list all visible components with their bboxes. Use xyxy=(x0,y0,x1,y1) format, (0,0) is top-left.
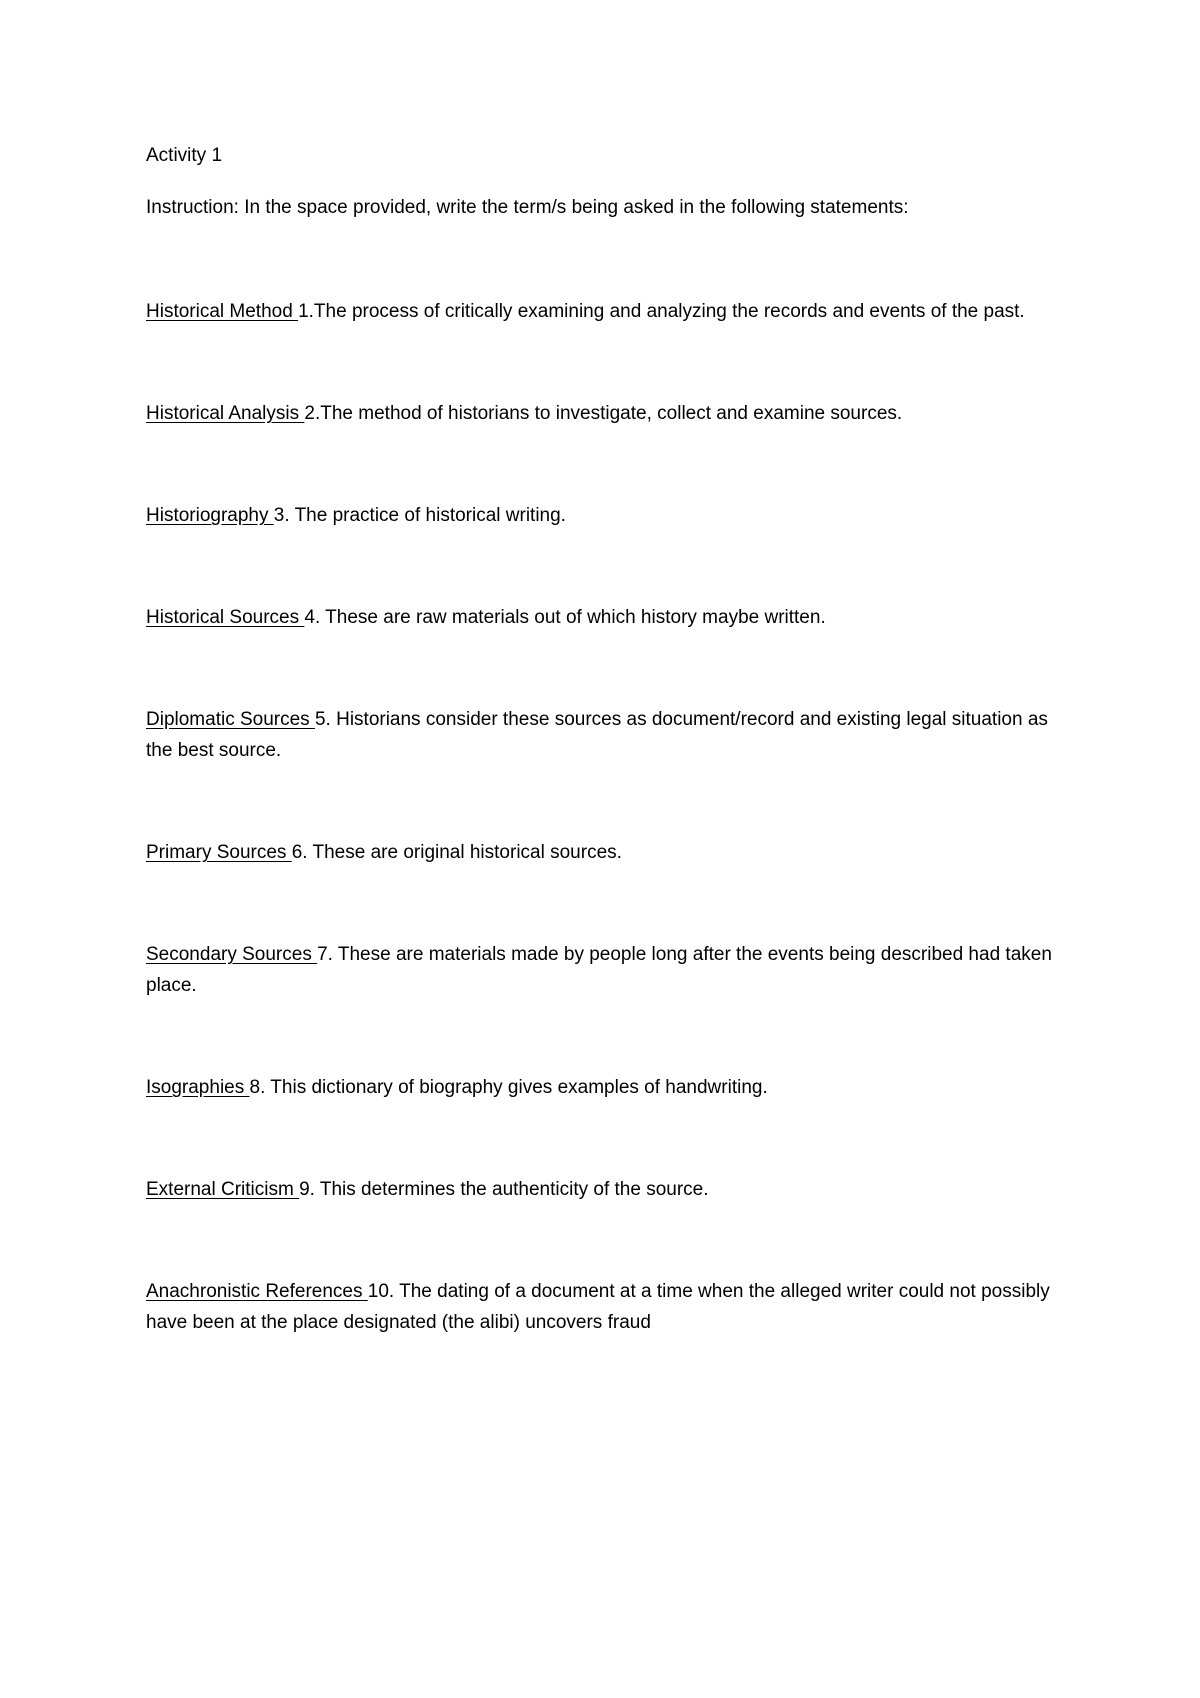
item-number: 4. xyxy=(304,607,321,628)
question-item-7 xyxy=(146,939,1066,1001)
question-list xyxy=(146,296,1066,1338)
question-item-4 xyxy=(146,602,1066,633)
answer-term: Primary Sources xyxy=(146,842,292,863)
activity-title: Activity 1 xyxy=(146,145,223,166)
answer-term: Historiography xyxy=(146,505,274,526)
question-item-5 xyxy=(146,704,1066,766)
item-statement: These are original historical sources. xyxy=(307,842,622,863)
item-number: 7. xyxy=(317,944,333,965)
question-item-3 xyxy=(146,500,1066,531)
document-body xyxy=(146,140,1066,1409)
item-number: 8. xyxy=(249,1077,266,1098)
item-statement: These are materials made by people long after the events being described had taken place. xyxy=(146,944,1052,996)
question-item-9 xyxy=(146,1174,1066,1205)
question-item-8 xyxy=(146,1072,1066,1103)
item-statement: The dating of a document at a time when the alleged writer could not possibly have been at the place designated (the alibi) uncovers fraud xyxy=(146,1281,1050,1333)
answer-term: Historical Sources xyxy=(146,607,305,628)
item-number: 10. xyxy=(367,1281,395,1302)
question-item-2 xyxy=(146,398,1066,429)
item-statement: These are raw materials out of which history maybe written. xyxy=(320,607,826,628)
answer-term: Anachronistic References xyxy=(146,1281,368,1302)
item-number: 9. xyxy=(299,1179,315,1200)
answer-term: External Criticism xyxy=(146,1179,300,1200)
item-number: 6. xyxy=(291,842,308,863)
item-number: 5. xyxy=(314,709,331,730)
item-statement: The practice of historical writing. xyxy=(289,505,566,526)
item-number: 3. xyxy=(273,505,290,526)
item-statement: The process of critically examining and analyzing the records and events of the past. xyxy=(313,301,1025,322)
question-item-10 xyxy=(146,1276,1066,1338)
item-number: 1. xyxy=(298,301,314,322)
item-statement: This dictionary of biography gives examples of handwriting. xyxy=(265,1077,768,1098)
answer-term: Isographies xyxy=(146,1077,250,1098)
item-number: 2. xyxy=(304,403,321,424)
item-statement: This determines the authenticity of the source. xyxy=(314,1179,709,1200)
answer-term: Secondary Sources xyxy=(146,944,318,965)
item-statement: Historians consider these sources as document/record and existing legal situation as the best source. xyxy=(146,709,1048,761)
answer-term: Historical Method xyxy=(146,301,299,322)
answer-term: Historical Analysis xyxy=(146,403,305,424)
answer-term: Diplomatic Sources xyxy=(146,709,315,730)
instruction-text: Instruction: In the space provided, write the term/s being asked in the following statements: xyxy=(146,197,909,218)
question-item-1 xyxy=(146,296,1066,327)
item-statement: The method of historians to investigate, collect and examine sources. xyxy=(320,403,903,424)
question-item-6 xyxy=(146,837,1066,868)
